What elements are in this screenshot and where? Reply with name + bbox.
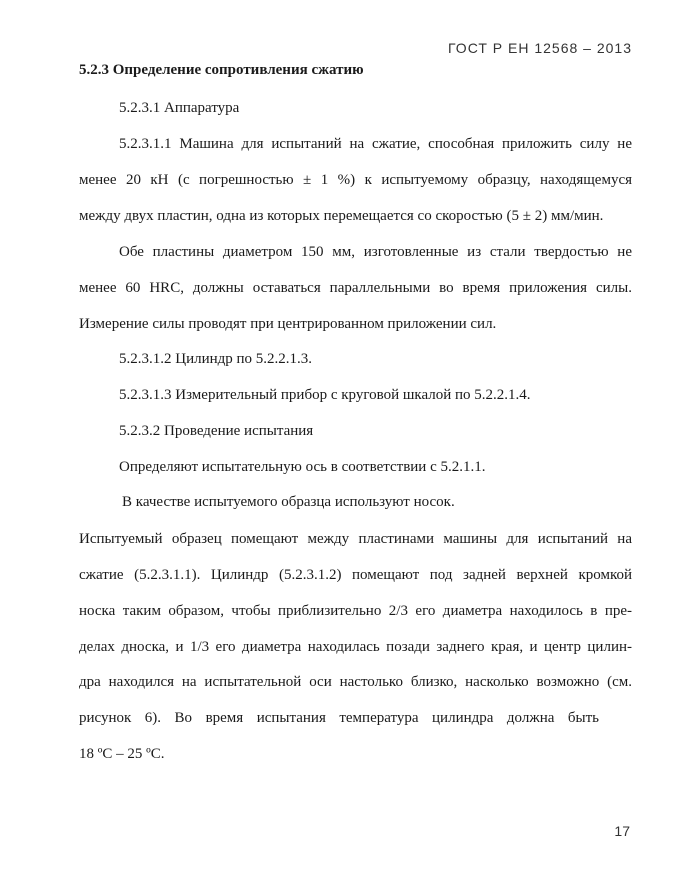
paragraph-line: 18 ºС – 25 ºС. <box>79 746 165 762</box>
paragraph-line: сжатие (5.2.3.1.1). Цилиндр (5.2.3.1.2) помещают под задней верхней кромкой <box>79 567 632 583</box>
paragraph-line: между двух пластин, одна из которых перемещается со скоростью (5 ± 2) мм/мин. <box>79 208 604 224</box>
section-title: 5.2.3 Определение сопротивления сжатию <box>79 62 364 78</box>
paragraph-line: делах дноска, и 1/3 его диаметра находилась позади заднего края, и центр цилин- <box>79 639 632 655</box>
paragraph-line: рисунок 6). Во время испытания температура цилиндра должна быть <box>79 710 599 726</box>
subsection-heading: 5.2.3.2 Проведение испытания <box>119 423 314 439</box>
paragraph-line: менее 20 кН (с погрешностью ± 1 %) к испытуемому образцу, находящемуся <box>79 172 632 188</box>
page-number: 17 <box>614 823 630 839</box>
paragraph-line: 5.2.3.1.1 Машина для испытаний на сжатие, способная приложить силу не <box>119 136 632 152</box>
paragraph-line: Измерение силы проводят при центрированном приложении сил. <box>79 316 497 332</box>
paragraph-line: Определяют испытательную ось в соответствии с 5.2.1.1. <box>119 459 486 475</box>
paragraph-line: 5.2.3.1.2 Цилиндр по 5.2.2.1.3. <box>119 351 313 367</box>
paragraph-line: менее 60 HRC, должны оставаться параллельными во время приложения силы. <box>79 280 632 296</box>
paragraph-line: В качестве испытуемого образца используют носок. <box>122 494 455 510</box>
document-header: ГОСТ Р ЕН 12568 – 2013 <box>448 40 632 56</box>
paragraph-line: носка таким образом, чтобы приблизительно 2/3 его диаметра находилось в пре- <box>79 603 632 619</box>
paragraph-line: 5.2.3.1.3 Измерительный прибор с круговой шкалой по 5.2.2.1.4. <box>119 387 531 403</box>
paragraph-line: Испытуемый образец помещают между пластинами машины для испытаний на <box>79 531 632 547</box>
paragraph-line: дра находился на испытательной оси настолько близко, насколько возможно (см. <box>79 674 632 690</box>
paragraph-line: Обе пластины диаметром 150 мм, изготовленные из стали твердостью не <box>119 244 632 260</box>
subsection-heading: 5.2.3.1 Аппаратура <box>119 100 240 116</box>
